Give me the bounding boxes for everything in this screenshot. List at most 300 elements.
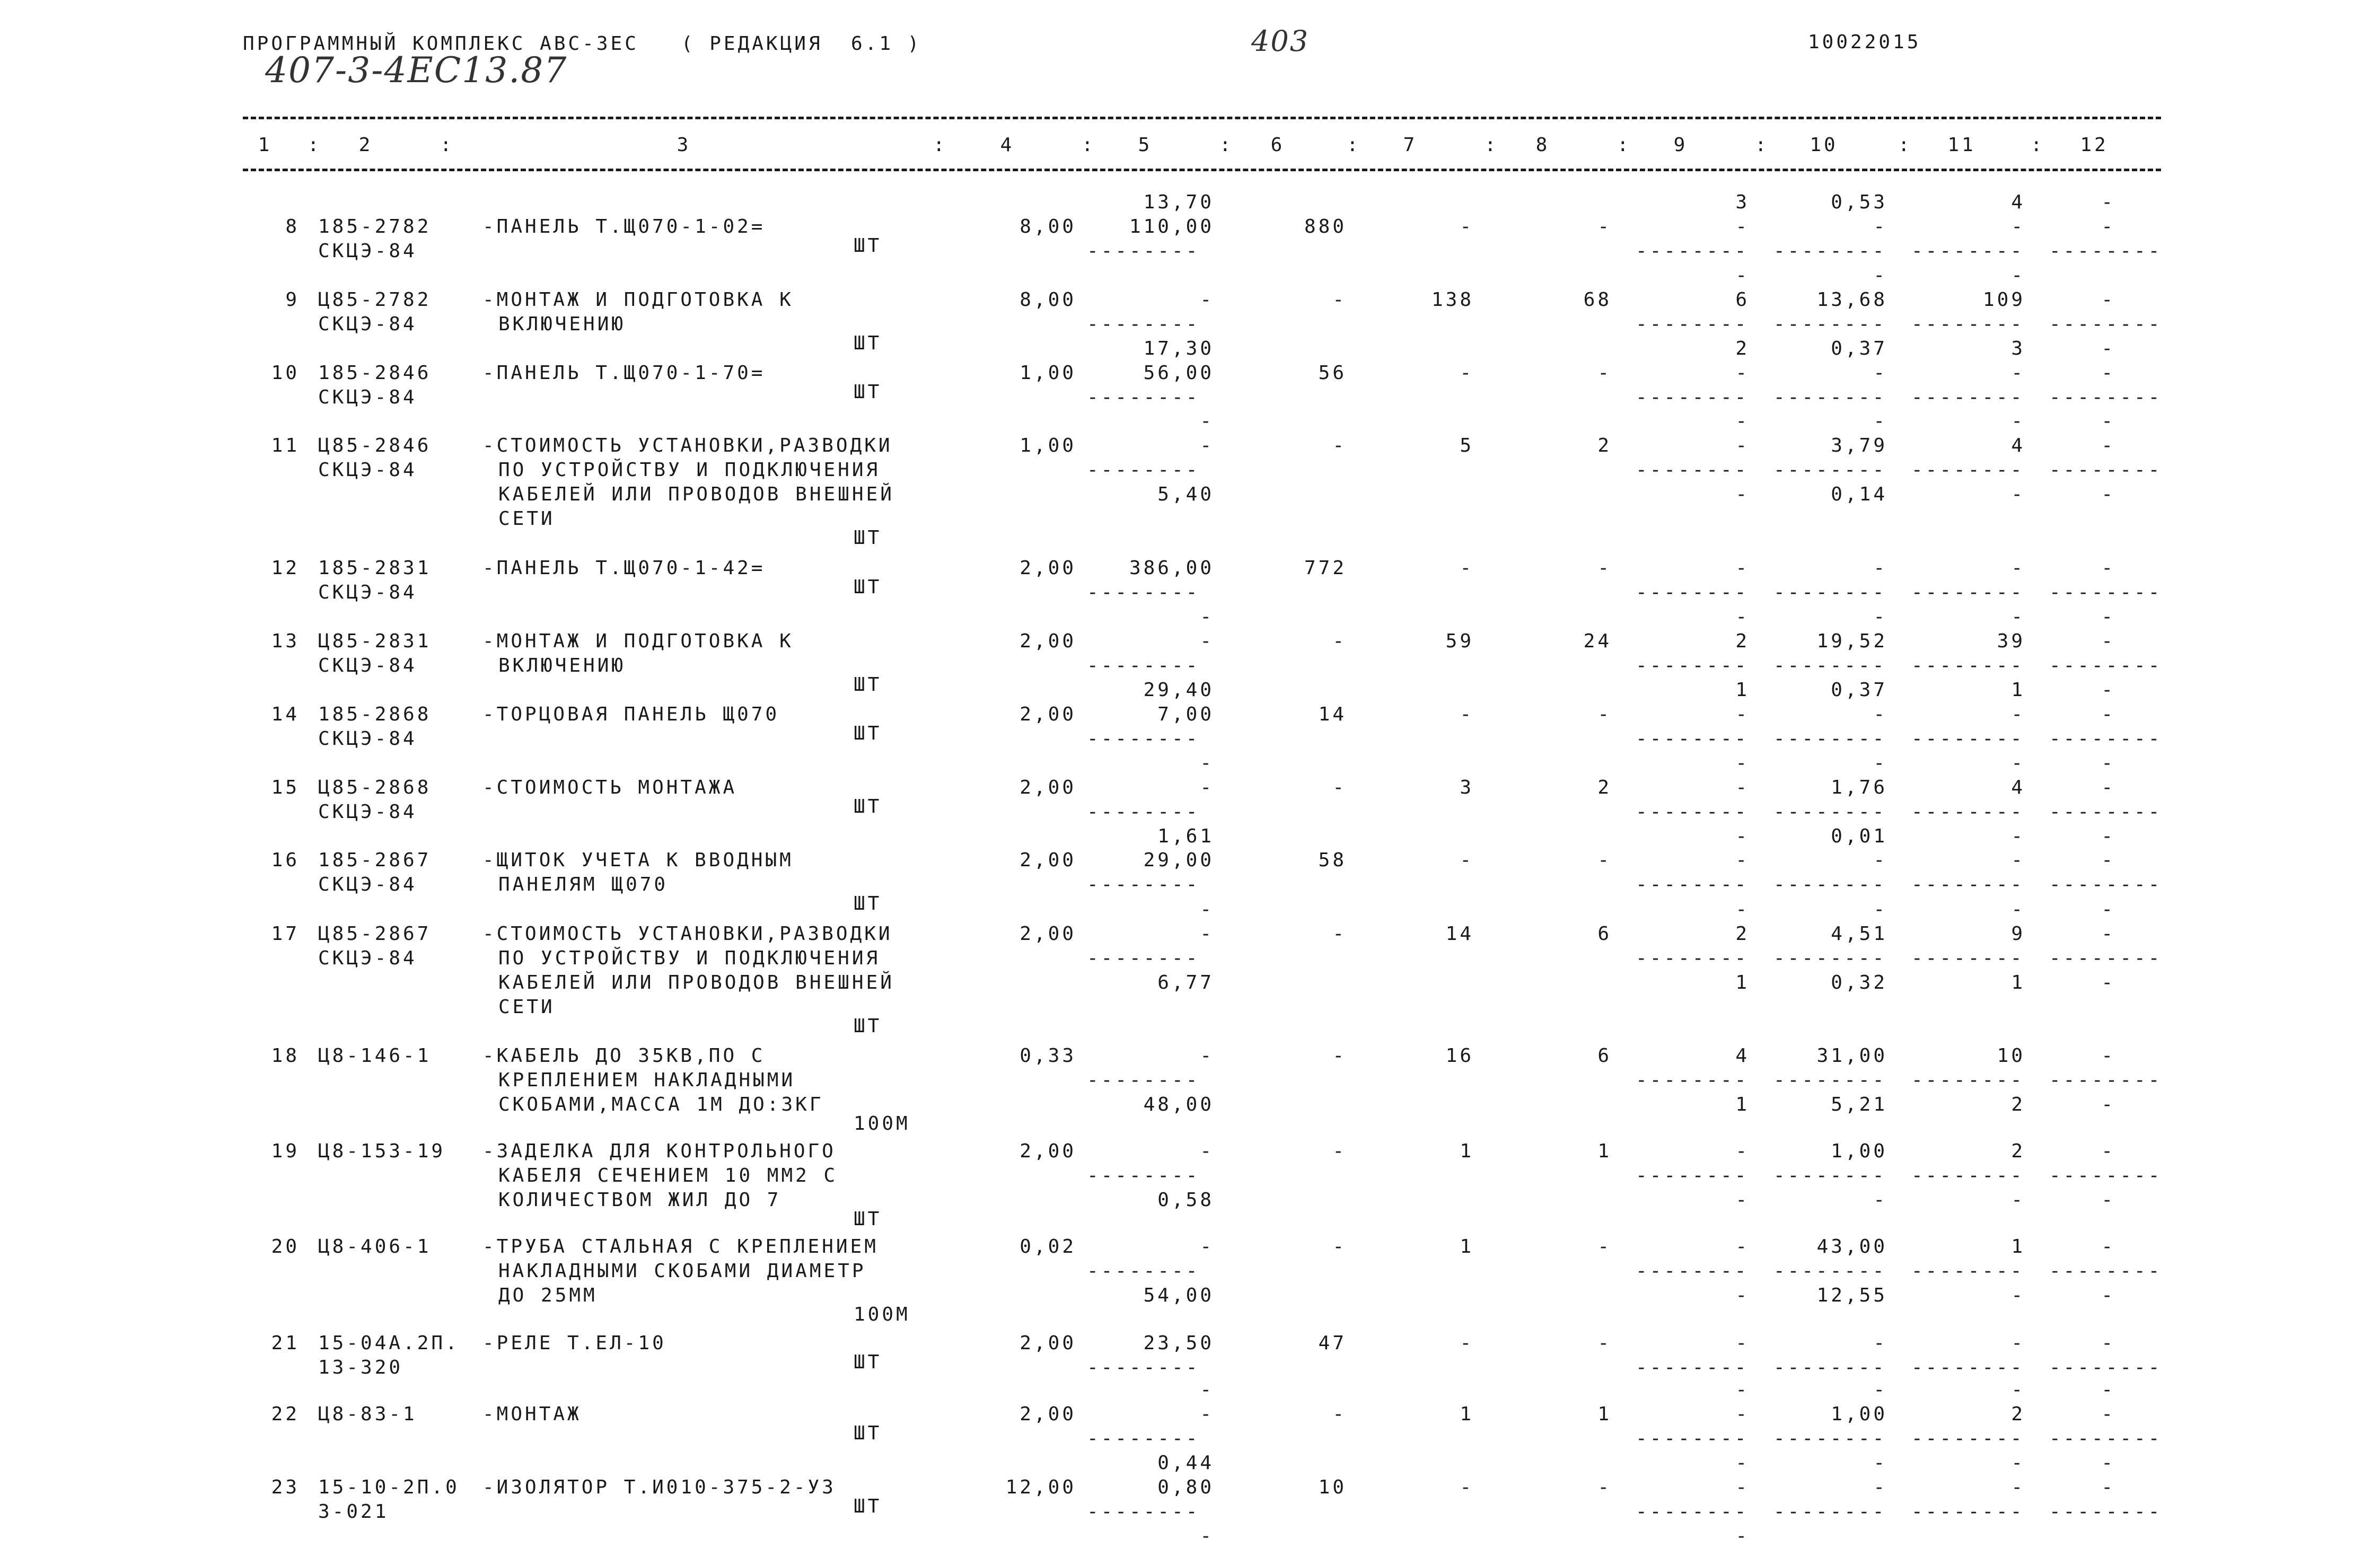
column-10-bottom: -	[1873, 1189, 1887, 1211]
item-unit: ШТ	[854, 527, 882, 549]
column-10-value: 4,51	[1831, 923, 1887, 945]
column-11-value: 4	[2011, 435, 2025, 456]
column-5-dash-line: --------	[1087, 313, 1200, 335]
item-description: -ТРУБА СТАЛЬНАЯ С КРЕПЛЕНИЕМ	[482, 1236, 879, 1258]
column-10-top: -	[1873, 899, 1887, 920]
row-number: 14	[271, 704, 300, 725]
column-separator: :	[2031, 134, 2045, 156]
column-11-value: 109	[1982, 289, 2025, 311]
quantity: 2,00	[1020, 777, 1076, 798]
column-11-dash-line: --------	[1911, 459, 2025, 481]
quantity: 2,00	[1020, 1332, 1076, 1354]
item-description: ПО УСТРОЙСТВУ И ПОДКЛЮЧЕНИЯ	[498, 459, 881, 481]
quantity: 2,00	[1020, 849, 1076, 871]
column-11-top: 1	[2011, 679, 2025, 701]
quantity: 0,02	[1020, 1236, 1076, 1258]
wages-cost: -	[1460, 1476, 1474, 1498]
column-9-value: -	[1735, 849, 1750, 871]
unit-price: -	[1200, 1140, 1214, 1162]
column-12-dash-line: --------	[2049, 728, 2163, 750]
column-5-dash-line: --------	[1087, 1501, 1200, 1523]
column-header-10: 10	[1810, 134, 1838, 156]
column-12-dash-line: --------	[2049, 874, 2163, 895]
column-5-dash-line: --------	[1087, 655, 1200, 676]
column-12-top: -	[2101, 752, 2115, 774]
column-12-dash-line: --------	[2049, 1165, 2163, 1186]
column-separator: :	[1082, 134, 1096, 156]
machine-cost: 24	[1583, 630, 1612, 652]
column-12-top: -	[2101, 1452, 2115, 1474]
column-11-value: 2	[2011, 1403, 2025, 1425]
item-unit: ШТ	[854, 235, 882, 257]
item-description: -КАБЕЛЬ ДО 35КВ,ПО С	[482, 1045, 766, 1067]
column-9-dash-line: --------	[1636, 801, 1749, 823]
wages-cost: 1	[1460, 1236, 1474, 1258]
item-description: -ЗАДЕЛКА ДЛЯ КОНТРОЛЬНОГО	[482, 1140, 836, 1162]
column-11-dash-line: --------	[1911, 947, 2025, 969]
unit-price-bottom: -	[1200, 1525, 1214, 1547]
item-description: КАБЕЛЕЙ ИЛИ ПРОВОДОВ ВНЕШНЕЙ	[498, 483, 894, 505]
unit-price-bottom: 6,77	[1157, 972, 1214, 993]
unit-price-top: -	[1200, 606, 1214, 628]
quantity: 8,00	[1020, 216, 1076, 238]
item-unit: ШТ	[854, 1015, 882, 1037]
column-9-dash-line: --------	[1636, 313, 1749, 335]
item-unit: ШТ	[854, 1208, 882, 1230]
column-11-bottom: -	[2011, 1189, 2025, 1211]
column-12-dash-line: --------	[2049, 1260, 2163, 1282]
row-number: 8	[285, 216, 300, 238]
column-separator: :	[1347, 134, 1361, 156]
machine-cost: -	[1597, 362, 1612, 384]
column-9-bottom: -	[1735, 1525, 1750, 1547]
column-9-top: 3	[1735, 191, 1750, 213]
row-number: 15	[271, 777, 300, 798]
column-10-top: 0,37	[1831, 338, 1887, 359]
column-5-dash-line: --------	[1087, 1069, 1200, 1091]
machine-cost: 1	[1597, 1403, 1612, 1425]
column-9-value: -	[1735, 1476, 1750, 1498]
column-11-top: -	[2011, 752, 2025, 774]
column-10-dash-line: --------	[1773, 1165, 1887, 1186]
wages-cost: -	[1460, 849, 1474, 871]
column-separator: :	[1898, 134, 1912, 156]
column-10-dash-line: --------	[1773, 874, 1887, 895]
column-12-top: -	[2101, 338, 2115, 359]
column-header-2: 2	[358, 134, 373, 156]
column-10-top: 0,37	[1831, 679, 1887, 701]
column-12-dash-line: --------	[2049, 240, 2163, 262]
column-5-dash-line: --------	[1087, 947, 1200, 969]
column-12-top: -	[2101, 606, 2115, 628]
item-code: 185-2831	[318, 557, 432, 579]
column-9-bottom: 1	[1735, 1094, 1750, 1115]
unit-price: -	[1200, 435, 1214, 456]
quantity: 2,00	[1020, 1140, 1076, 1162]
column-11-value: -	[2011, 704, 2025, 725]
column-10-bottom: 0,32	[1831, 972, 1887, 993]
column-10-dash-line: --------	[1773, 1069, 1887, 1091]
unit-price-top: -	[1200, 1379, 1214, 1401]
column-9-value: -	[1735, 1332, 1750, 1354]
unit-price: -	[1200, 1403, 1214, 1425]
column-5-dash-line: --------	[1087, 1357, 1200, 1378]
column-10-value: -	[1873, 1332, 1887, 1354]
column-12-bottom: -	[2101, 1285, 2115, 1306]
column-10-value: 13,68	[1816, 289, 1887, 311]
column-10-top: -	[1873, 1452, 1887, 1474]
column-9-bottom: -	[1735, 1189, 1750, 1211]
column-10-bottom: 0,01	[1831, 825, 1887, 847]
column-9-value: 2	[1735, 630, 1750, 652]
column-12-value: -	[2101, 216, 2115, 238]
column-9-value: 2	[1735, 923, 1750, 945]
column-10-dash-line: --------	[1773, 582, 1887, 603]
column-12-bottom: -	[2101, 1094, 2115, 1115]
item-description: ВКЛЮЧЕНИЮ	[498, 655, 626, 676]
column-header-5: 5	[1138, 134, 1153, 156]
item-code: 185-2868	[318, 704, 432, 725]
unit-price: -	[1200, 1045, 1214, 1067]
column-11-top: -	[2011, 899, 2025, 920]
column-12-value: -	[2101, 435, 2115, 456]
row-number: 12	[271, 557, 300, 579]
row-number: 19	[271, 1140, 300, 1162]
item-description: ВКЛЮЧЕНИЮ	[498, 313, 626, 335]
machine-cost: 6	[1597, 1045, 1612, 1067]
item-code: 15-10-2П.0	[318, 1476, 460, 1498]
total-cost: -	[1332, 289, 1347, 311]
column-12-dash-line: --------	[2049, 459, 2163, 481]
column-separator: :	[440, 134, 454, 156]
column-5-dash-line: --------	[1087, 728, 1200, 750]
column-11-dash-line: --------	[1911, 655, 2025, 676]
unit-price: 56,00	[1143, 362, 1214, 384]
row-number: 11	[271, 435, 300, 456]
item-code: 15-04А.2П.	[318, 1332, 460, 1354]
item-description: -ПАНЕЛЬ Т.Щ070-1-42=	[482, 557, 766, 579]
column-11-dash-line: --------	[1911, 582, 2025, 603]
column-11-bottom: 1	[2011, 972, 2025, 993]
total-cost: 10	[1318, 1476, 1347, 1498]
column-11-value: 2	[2011, 1140, 2025, 1162]
quantity: 2,00	[1020, 1403, 1076, 1425]
column-5-dash-line: --------	[1087, 801, 1200, 823]
column-5-dash-line: --------	[1087, 1428, 1200, 1449]
column-header-12: 12	[2080, 134, 2109, 156]
item-code-suffix: СКЦЭ-84	[318, 582, 417, 603]
wages-cost: 16	[1445, 1045, 1474, 1067]
column-9-dash-line: --------	[1636, 1501, 1749, 1523]
unit-price: -	[1200, 630, 1214, 652]
item-description: -СТОИМОСТЬ МОНТАЖА	[482, 777, 737, 798]
column-10-dash-line: --------	[1773, 1357, 1887, 1378]
column-10-value: -	[1873, 849, 1887, 871]
column-11-value: 39	[1997, 630, 2025, 652]
column-11-top: -	[2011, 606, 2025, 628]
column-12-dash-line: --------	[2049, 1428, 2163, 1449]
item-code: Ц8-83-1	[318, 1403, 417, 1425]
column-12-value: -	[2101, 1140, 2115, 1162]
column-5-dash-line: --------	[1087, 1165, 1200, 1186]
column-11-dash-line: --------	[1911, 1069, 2025, 1091]
column-12-dash-line: --------	[2049, 582, 2163, 603]
row-number: 10	[271, 362, 300, 384]
total-cost: 880	[1304, 216, 1347, 238]
unit-price-top: -	[1200, 752, 1214, 774]
unit-price-bottom: 5,40	[1157, 483, 1214, 505]
machine-cost: 2	[1597, 435, 1612, 456]
column-10-dash-line: --------	[1773, 459, 1887, 481]
column-9-bottom: 1	[1735, 972, 1750, 993]
unit-price-bottom: 29,40	[1143, 679, 1214, 701]
column-11-dash-line: --------	[1911, 1501, 2025, 1523]
column-10-dash-line: --------	[1773, 240, 1887, 262]
column-9-value: -	[1735, 777, 1750, 798]
item-code: Ц85-2867	[318, 923, 432, 945]
total-cost: -	[1332, 1045, 1347, 1067]
column-5-dash-line: --------	[1087, 386, 1200, 408]
column-header-7: 7	[1403, 134, 1418, 156]
column-12-value: -	[2101, 923, 2115, 945]
column-10-top: -	[1873, 606, 1887, 628]
item-unit: ШТ	[854, 1496, 882, 1517]
total-cost: -	[1332, 435, 1347, 456]
column-11-dash-line: --------	[1911, 1165, 2025, 1186]
column-12-value: -	[2101, 704, 2115, 725]
column-12-dash-line: --------	[2049, 313, 2163, 335]
column-9-value: 6	[1735, 289, 1750, 311]
column-9-value: -	[1735, 216, 1750, 238]
column-11-dash-line: --------	[1911, 313, 2025, 335]
column-header-9: 9	[1673, 134, 1688, 156]
column-11-value: -	[2011, 1332, 2025, 1354]
row-number: 13	[271, 630, 300, 652]
column-9-dash-line: --------	[1636, 728, 1749, 750]
quantity: 2,00	[1020, 923, 1076, 945]
column-12-bottom: -	[2101, 1189, 2115, 1211]
item-code-suffix: СКЦЭ-84	[318, 801, 417, 823]
column-9-dash-line: --------	[1636, 582, 1749, 603]
column-10-value: -	[1873, 1476, 1887, 1498]
column-5-dash-line: --------	[1087, 582, 1200, 603]
machine-cost: -	[1597, 849, 1612, 871]
column-12-value: -	[2101, 777, 2115, 798]
item-description: -МОНТАЖ	[482, 1403, 582, 1425]
column-9-dash-line: --------	[1636, 1069, 1749, 1091]
quantity: 0,33	[1020, 1045, 1076, 1067]
column-9-dash-line: --------	[1636, 655, 1749, 676]
column-12-top: -	[2101, 410, 2115, 432]
handwritten-project-code: 407-3-4ЕС13.87	[265, 50, 568, 91]
column-9-value: -	[1735, 1140, 1750, 1162]
unit-price: 7,00	[1157, 704, 1214, 725]
row-number: 18	[271, 1045, 300, 1067]
column-9-dash-line: --------	[1636, 386, 1749, 408]
unit-price-bottom: 54,00	[1143, 1285, 1214, 1306]
item-code-suffix: СКЦЭ-84	[318, 728, 417, 750]
total-cost: 772	[1304, 557, 1347, 579]
row-number: 17	[271, 923, 300, 945]
column-9-value: 4	[1735, 1045, 1750, 1067]
item-code-suffix: СКЦЭ-84	[318, 240, 417, 262]
item-unit: ШТ	[854, 723, 882, 744]
column-11-top: -	[2011, 410, 2025, 432]
unit-price-top: -	[1200, 410, 1214, 432]
column-12-dash-line: --------	[2049, 1357, 2163, 1378]
item-description: -ИЗОЛЯТОР Т.И010-375-2-У3	[482, 1476, 836, 1498]
total-cost: -	[1332, 630, 1347, 652]
unit-price-bottom: 17,30	[1143, 338, 1214, 359]
column-9-dash-line: --------	[1636, 240, 1749, 262]
column-10-value: 1,76	[1831, 777, 1887, 798]
column-11-dash-line: --------	[1911, 728, 2025, 750]
column-9-top: -	[1735, 410, 1750, 432]
column-9-bottom: -	[1735, 1285, 1750, 1306]
column-9-value: -	[1735, 557, 1750, 579]
column-separator: :	[1485, 134, 1499, 156]
column-9-top: -	[1735, 1452, 1750, 1474]
unit-price: -	[1200, 1236, 1214, 1258]
item-description: КАБЕЛЯ СЕЧЕНИЕМ 10 ММ2 С	[498, 1165, 838, 1186]
wages-cost: 1	[1460, 1140, 1474, 1162]
item-code-suffix: СКЦЭ-84	[318, 874, 417, 895]
program-title: ПРОГРАММНЫЙ КОМПЛЕКС АВС-3ЕС ( РЕДАКЦИЯ 6.1 )	[243, 33, 922, 55]
column-11-top: -	[2011, 265, 2025, 286]
column-10-top: -	[1873, 265, 1887, 286]
item-description: СЕТИ	[498, 996, 555, 1018]
column-10-top: 0,53	[1831, 191, 1887, 213]
column-9-dash-line: --------	[1636, 1428, 1749, 1449]
unit-price-bottom: 0,44	[1157, 1452, 1214, 1474]
column-12-dash-line: --------	[2049, 386, 2163, 408]
item-description: -МОНТАЖ И ПОДГОТОВКА К	[482, 630, 794, 652]
wages-cost: 59	[1445, 630, 1474, 652]
item-description: -ПАНЕЛЬ Т.Щ070-1-02=	[482, 216, 766, 238]
column-11-dash-line: --------	[1911, 386, 2025, 408]
machine-cost: -	[1597, 557, 1612, 579]
item-code-suffix: 3-021	[318, 1501, 389, 1523]
header-rule-bottom	[243, 169, 2161, 171]
column-11-bottom: -	[2011, 1285, 2025, 1306]
column-10-top: -	[1873, 1379, 1887, 1401]
column-11-value: -	[2011, 362, 2025, 384]
column-12-value: -	[2101, 849, 2115, 871]
total-cost: 56	[1318, 362, 1347, 384]
column-10-dash-line: --------	[1773, 1428, 1887, 1449]
column-header-4: 4	[1000, 134, 1015, 156]
unit-price: 0,80	[1157, 1476, 1214, 1498]
column-9-value: -	[1735, 1236, 1750, 1258]
column-9-top: -	[1735, 752, 1750, 774]
column-12-bottom: -	[2101, 483, 2115, 505]
total-cost: -	[1332, 1140, 1347, 1162]
item-unit: ШТ	[854, 674, 882, 696]
column-10-value: 43,00	[1816, 1236, 1887, 1258]
machine-cost: 2	[1597, 777, 1612, 798]
column-10-dash-line: --------	[1773, 728, 1887, 750]
column-9-top: -	[1735, 265, 1750, 286]
row-number: 9	[285, 289, 300, 311]
column-10-value: 31,00	[1816, 1045, 1887, 1067]
column-10-dash-line: --------	[1773, 1260, 1887, 1282]
column-11-value: 10	[1997, 1045, 2025, 1067]
column-12-bottom: -	[2101, 825, 2115, 847]
item-unit: ШТ	[854, 1422, 882, 1444]
column-12-value: -	[2101, 1332, 2115, 1354]
column-10-value: 1,00	[1831, 1140, 1887, 1162]
unit-price: -	[1200, 289, 1214, 311]
column-separator: :	[933, 134, 947, 156]
wages-cost: -	[1460, 557, 1474, 579]
column-11-dash-line: --------	[1911, 1260, 2025, 1282]
document-number: 10022015	[1808, 31, 1921, 53]
column-5-dash-line: --------	[1087, 874, 1200, 895]
column-header-1: 1	[258, 134, 273, 156]
column-12-dash-line: --------	[2049, 1069, 2163, 1091]
item-code: 185-2782	[318, 216, 432, 238]
column-10-bottom: 0,14	[1831, 483, 1887, 505]
column-9-dash-line: --------	[1636, 1357, 1749, 1378]
item-code-suffix: СКЦЭ-84	[318, 459, 417, 481]
column-10-dash-line: --------	[1773, 947, 1887, 969]
column-separator: :	[308, 134, 322, 156]
column-9-bottom: -	[1735, 483, 1750, 505]
column-12-dash-line: --------	[2049, 947, 2163, 969]
column-11-top: -	[2011, 1452, 2025, 1474]
machine-cost: -	[1597, 1476, 1612, 1498]
column-10-dash-line: --------	[1773, 313, 1887, 335]
column-10-value: -	[1873, 557, 1887, 579]
column-5-dash-line: --------	[1087, 240, 1200, 262]
machine-cost: 6	[1597, 923, 1612, 945]
column-11-dash-line: --------	[1911, 801, 2025, 823]
total-cost: 47	[1318, 1332, 1347, 1354]
item-unit: ШТ	[854, 576, 882, 598]
quantity: 12,00	[1005, 1476, 1076, 1498]
column-9-dash-line: --------	[1636, 459, 1749, 481]
machine-cost: -	[1597, 704, 1612, 725]
column-12-value: -	[2101, 630, 2115, 652]
unit-price: 110,00	[1129, 216, 1214, 238]
item-unit: ШТ	[854, 893, 882, 915]
item-description: -СТОИМОСТЬ УСТАНОВКИ,РАЗВОДКИ	[482, 923, 893, 945]
item-description: ПО УСТРОЙСТВУ И ПОДКЛЮЧЕНИЯ	[498, 947, 881, 969]
column-11-top: -	[2011, 1379, 2025, 1401]
item-code: Ц8-146-1	[318, 1045, 432, 1067]
column-12-top: -	[2101, 899, 2115, 920]
unit-price-top: -	[1200, 899, 1214, 920]
column-10-top: -	[1873, 410, 1887, 432]
wages-cost: -	[1460, 704, 1474, 725]
column-header-11: 11	[1947, 134, 1976, 156]
item-unit: ШТ	[854, 381, 882, 403]
column-12-top: -	[2101, 1379, 2115, 1401]
item-code: Ц85-2868	[318, 777, 432, 798]
column-9-top: -	[1735, 899, 1750, 920]
total-cost: -	[1332, 1403, 1347, 1425]
item-description: -ЩИТОК УЧЕТА К ВВОДНЫМ	[482, 849, 794, 871]
row-number: 16	[271, 849, 300, 871]
quantity: 2,00	[1020, 630, 1076, 652]
column-11-value: 9	[2011, 923, 2025, 945]
column-11-dash-line: --------	[1911, 1428, 2025, 1449]
item-description: КРЕПЛЕНИЕМ НАКЛАДНЫМИ	[498, 1069, 796, 1091]
item-description: -ТОРЦОВАЯ ПАНЕЛЬ Щ070	[482, 704, 780, 725]
wages-cost: 5	[1460, 435, 1474, 456]
column-12-value: -	[2101, 557, 2115, 579]
column-separator: :	[1755, 134, 1769, 156]
